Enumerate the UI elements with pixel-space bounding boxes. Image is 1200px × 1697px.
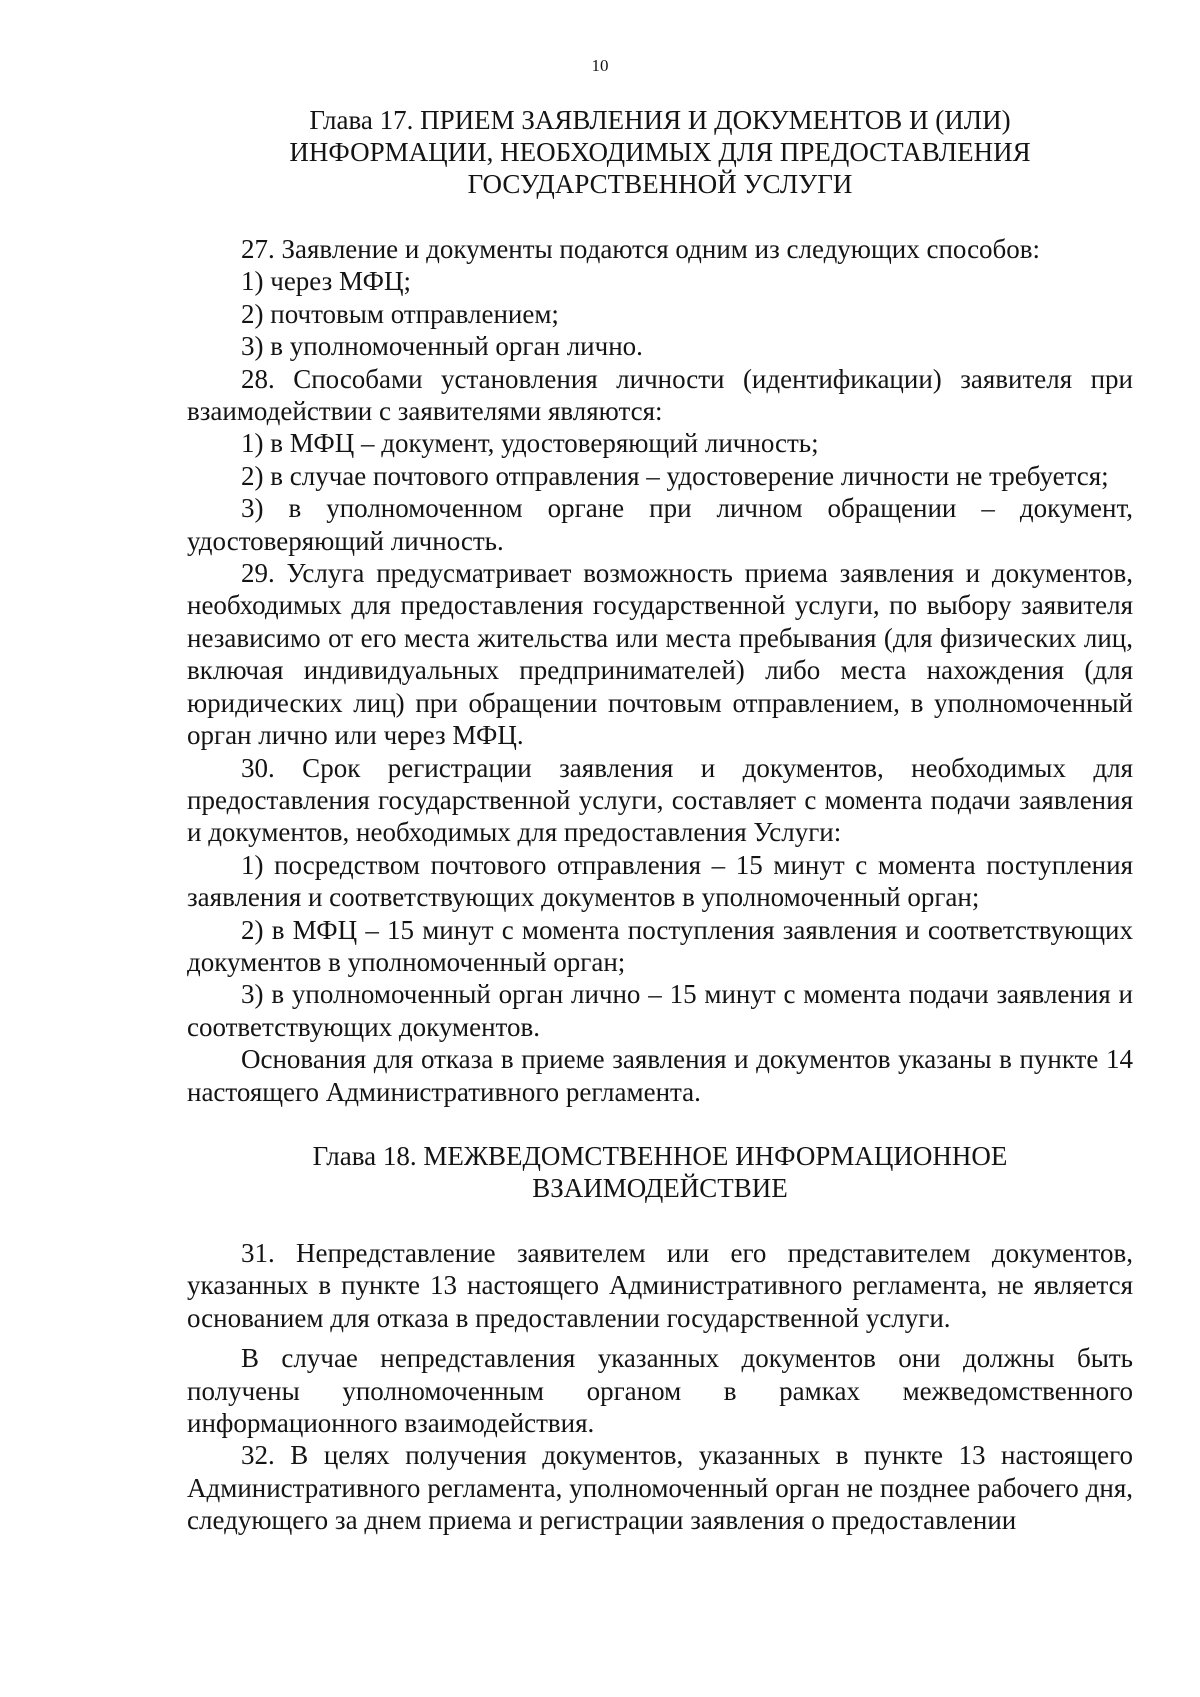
chapter-18-title [187,1140,1133,1204]
list-item: 2) в МФЦ – 15 минут с момента поступления заявления и соответствующих документов в уполномоченный орган; [187,914,1133,977]
paragraph-27: 27. Заявление и документы подаются одним из следующих способов: [241,234,1041,264]
paragraph-32: 32. В целях получения документов, указанных в пункте 13 настоящего Административного регламента, уполномоченный орган не позднее рабочего дня, следующего за днем приема и регистрации заявления о предоставлении [187,1440,1133,1536]
document-body [187,104,1133,1537]
chapter-18-title-line: Глава 18. МЕЖВЕДОМСТВЕННОЕ ИНФОРМАЦИОННОЕ [312,1140,1008,1171]
list-item: 2) почтовым отправлением; [241,298,559,329]
list-item: 1) посредством почтового отправления – 15 минут с момента поступления заявления и соответствующих документов в уполномоченный орган; [187,849,1133,913]
list-item: 1) в МФЦ – документ, удостоверяющий личность; [241,428,819,459]
chapter-17-title-line: ИНФОРМАЦИИ, НЕОБХОДИМЫХ ДЛЯ ПРЕДОСТАВЛЕНИЯ [289,137,1031,167]
list-item: 2) в случае почтового отправления – удостоверение личности не требуется; [241,460,1109,491]
interagency-paragraph: В случае непредставления указанных документов они должны быть получены уполномоченным органом в рамках межведомственного информационного взаимодействия. [187,1343,1133,1438]
paragraph-30: 30. Срок регистрации заявления и документов, необходимых для предоставления государственной услуги, составляет с момента подачи заявления и документов, необходимых для предоставления Услуги: [187,752,1133,848]
list-item: 3) в уполномоченный орган лично – 15 минут с момента подачи заявления и соответствующих документов. [187,979,1133,1042]
refusal-grounds-paragraph: Основания для отказа в приеме заявления и документов указаны в пункте 14 настоящего Административного регламента. [187,1044,1133,1107]
chapter-17-title-line: ГОСУДАРСТВЕННОЙ УСЛУГИ [467,169,853,199]
list-item: 3) в уполномоченный орган лично. [241,331,643,362]
page-number: 10 [591,56,609,75]
paragraph-29: 29. Услуга предусматривает возможность приема заявления и документов, необходимых для предоставления государственной услуги, по выбору заявителя независимо от его места жительства или места пребывания (для физических лиц, включая индивидуальных предпринимателей) либо места нахождения (для юридических лиц) при обращении почтовым отправлением, в уполномоченный орган лично или через МФЦ. [187,558,1133,751]
paragraph-28: 28. Способами установления личности (идентификации) заявителя при взаимодействии с заявителями являются: [187,363,1133,427]
list-item: 1) через МФЦ; [241,266,412,297]
chapter-17-title-line: Глава 17. ПРИЕМ ЗАЯВЛЕНИЯ И ДОКУМЕНТОВ И (ИЛИ) [309,105,1011,135]
paragraph-31: 31. Непредставление заявителем или его представителем документов, указанных в пункте 13 настоящего Административного регламента, не является основанием для отказа в предоставлении государственной услуги. [187,1237,1133,1333]
chapter-18-title-line: ВЗАИМОДЕЙСТВИЕ [532,1172,788,1203]
list-item: 3) в уполномоченном органе при личном обращении – документ, удостоверяющий личность. [187,493,1133,556]
chapter-17-title [187,104,1133,200]
